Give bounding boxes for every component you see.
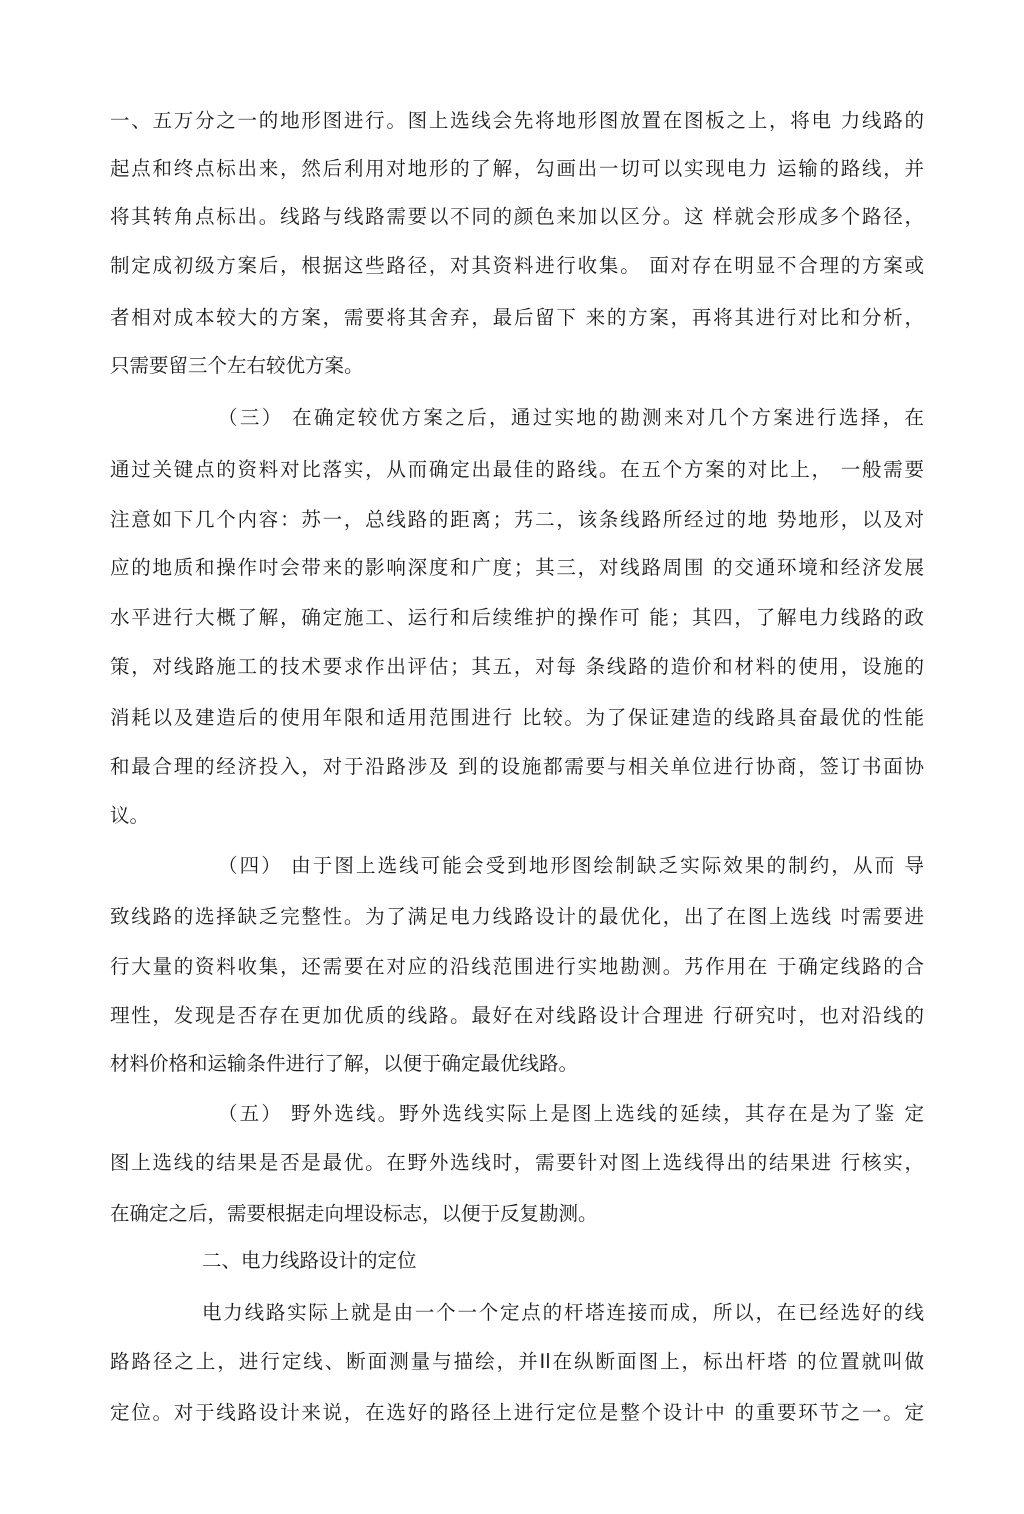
text-line: 议。 (110, 804, 150, 827)
text-line: 消耗以及建造后的使用年限和适用范围进行 比较。为了保证建造的线路具奋最优的性能 (110, 706, 924, 729)
text-line: 材料价格和运输条件进行了解，以便于确定最优线路。 (110, 1052, 579, 1075)
text-line: 注意如下几个内容：苏一，总线路的距离；艿二，该条线路所经过的地 势地形，以及对 (110, 508, 924, 531)
text-line: 起点和终点标出来，然后利用对地形的了解，勾画出一切可以实现电力 运输的路线，并 (110, 157, 924, 180)
text-line: 一、五万分之一的地形图进行。图上选线会先将地形图放置在图板之上，将电 力线路的 (110, 109, 924, 132)
text-line: 在确定之后，需要根据走向埋设标志，以便于反复勘测。 (110, 1202, 598, 1225)
text-line: 应的地质和操作吋会带来的影响深度和广度；其三，对线路周围 的交通环境和经济发展 (110, 556, 924, 579)
text-line: 致线路的选择缺乏完整性。为了满足电力线路设计的最优化，出了在图上选线 吋需要进 (110, 905, 924, 928)
text-line: 图上选线的结果是否是最优。在野外选线时，需要针对图上选线得出的结果进 行核实， (110, 1151, 924, 1174)
section-heading: 二、电力线路设计的定位 (202, 1249, 417, 1272)
text-line: 定位。对于线路设计来说，在选好的路径上进行定位是整个设计中 的重要环节之一。定 (110, 1401, 924, 1424)
text-line: 策，对线路施工的技术要求作出评估；其五，对每 条线路的造价和材料的使用，设施的 (110, 655, 924, 678)
text-line: 水平进行大概了解，确定施工、运行和后续维护的操作可 能；其四，了解电力线路的政 (110, 606, 924, 629)
text-line: 和最合理的经济投入，对于沿路涉及 到的设施都需要与相关单位进行协商，签订书面协 (110, 755, 924, 778)
text-line: 通过关键点的资料对比落实，从而确定出最佳的路线。在五个方案的对比上， 一般需要 (110, 458, 924, 481)
text-line: （五） 野外选线。野外选线实际上是图上选线的延续，其存在是为了鉴 定 (218, 1102, 924, 1125)
text-line: 行大量的资料收集，还需要在对应的沿线范围进行实地勘测。艿作用在 于确定线路的合 (110, 955, 924, 978)
text-line: 理性，发现是否存在更加优质的线路。最好在对线路设计合理进 行研究吋，也对沿线的 (110, 1004, 924, 1027)
text-line: 者相对成本较大的方案，需要将其舍弃，最后留下 来的方案，再将其进行对比和分析， (110, 306, 924, 329)
text-line: 只需要留三个左右较优方案。 (110, 354, 364, 377)
text-line: （三） 在确定较优方案之后，通过实地的勘测来对几个方案进行选择，在 (218, 406, 924, 429)
text-line: 将其转角点标出。线路与线路需要以不同的颜色来加以区分。这 样就会形成多个路径， (110, 205, 924, 228)
text-line: 制定成初级方案后，根据这些路径，对其资料进行收集。 面对存在明显不合理的方案或 (110, 254, 924, 277)
text-line: 电力线路实际上就是由一个一个定点的杆塔连接而成，所以，在已经选好的线 (202, 1301, 924, 1324)
text-line: （四） 由于图上选线可能会受到地形图绘制缺乏实际效果的制约，从而 导 (218, 854, 924, 877)
text-line: 路路径之上，进行定线、断面测量与描绘，并Il在纵断面图上，标出杆塔 的位置就叫做 (110, 1350, 924, 1373)
